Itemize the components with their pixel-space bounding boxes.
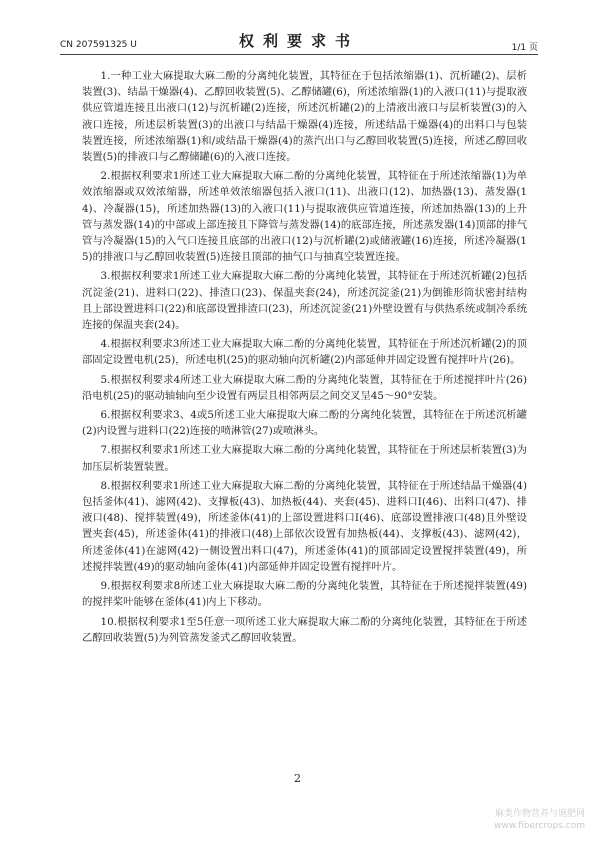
claim-9: 9.根据权利要求8所述工业大麻提取大麻二酚的分离纯化装置，其特征在于所述搅拌装置(49)的搅拌桨叶能够在釜体(41)内上下移动。	[82, 580, 527, 609]
watermark-site-name: 麻类作物营养与施肥网	[494, 809, 585, 819]
watermark-url: www.fibercrops.com	[494, 821, 585, 831]
page-number: 2	[294, 772, 301, 785]
claim-8: 8.根据权利要求1所述工业大麻提取大麻二酚的分离纯化装置，其特征在于所述结晶干燥器(4)包括釜体(41)、滤网(42)、支撑板(43)、加热板(44)、夹套(45)、进料口Ⅰ(46)、出料口(47)、排液口(48)、搅拌装置(49)，所述釜体(41)的上部设置进料口Ⅰ(46)、底部设置排液口(48)且外壁设置夹套(45)，所述釜体(41)的排液口(48)上部依次设置有加热板(44)、支撑板(43)、滤网(42)，所述釜体(41)在滤网(42)一侧设置出料口(47)，所述釜体(41)的顶部固定设置搅拌装置(49)，所述搅拌装置(49)的驱动轴向釜体(41)内部延伸并固定设置有搅拌叶片。	[82, 479, 527, 573]
watermark	[494, 808, 585, 832]
claim-10: 10.根据权利要求1至5任意一项所述工业大麻提取大麻二酚的分离纯化装置，其特征在于所述乙醇回收装置(5)为列管蒸发釜式乙醇回收装置。	[82, 615, 527, 644]
claim-2: 2.根据权利要求1所述工业大麻提取大麻二酚的分离纯化装置，其特征在于所述浓缩器(1)为单效浓缩器或双效浓缩器，所述单效浓缩器包括入液口(11)、出液口(12)、加热器(13)、蒸发器(14)、冷凝器(15)，所述加热器(13)的入液口(11)与提取液供应管道连接，所述加热器(13)的上升管与蒸发器(14)的中部或上部连接且下降管与蒸发器(14)的底部连接，所述蒸发器(14)顶部的排气管与冷凝器(15)的入气口连接且底部的出液口(12)与沉析罐(2)或储液罐(16)连接，所述冷凝器(15)的排液口与乙醇回收装置(5)连接且顶部的抽气口与抽真空装置连接。	[82, 170, 527, 264]
document-header	[60, 28, 538, 55]
publication-number: CN 207591325 U	[60, 40, 137, 50]
claim-7: 7.根据权利要求1所述工业大麻提取大麻二酚的分离纯化装置，其特征在于所述层析装置(3)为加压层析装置装置。	[82, 444, 527, 473]
claim-3: 3.根据权利要求1所述工业大麻提取大麻二酚的分离纯化装置，其特征在于所述沉析罐(2)包括沉淀釜(21)、进料口(22)、排渣口(23)、保温夹套(24)，所述沉淀釜(21)为倒锥形筒状密封结构且上部设置进料口(22)和底部设置排渣口(23)，所述沉淀釜(21)外壁设置有与供热系统或制冷系统连接的保温夹套(24)。	[82, 270, 527, 332]
claim-1: 1.一种工业大麻提取大麻二酚的分离纯化装置，其特征在于包括浓缩器(1)、沉析罐(2)、层析装置(3)、结晶干燥器(4)、乙醇回收装置(5)、乙醇储罐(6)，所述浓缩器(1)的入液口(11)与提取液供应管道连接且出液口(12)与沉析罐(2)连接，所述沉析罐(2)的上清液出液口与层析装置(3)的入液口连接，所述层析装置(3)的出液口与结晶干燥器(4)连接，所述结晶干燥器(4)的出料口与包装装置连接，所述浓缩器(1)和/或结晶干燥器(4)的蒸汽出口与乙醇回收装置(5)连接，所述乙醇回收装置(5)的排液口与乙醇储罐(6)的入液口连接。	[82, 70, 527, 164]
claim-4: 4.根据权利要求3所述工业大麻提取大麻二酚的分离纯化装置，其特征在于所述沉析罐(2)的顶部固定设置电机(25)，所述电机(25)的驱动轴向沉析罐(2)内部延伸并固定设置有搅拌叶片(26)。	[82, 338, 527, 367]
claims-body	[82, 68, 527, 649]
page-count: 1/1 页	[511, 43, 538, 53]
claim-6: 6.根据权利要求3、4或5所述工业大麻提取大麻二酚的分离纯化装置，其特征在于所述沉析罐(2)内设置与进料口(22)连接的喷淋管(27)或喷淋头。	[82, 409, 527, 438]
page-title: 权利要求书	[238, 32, 359, 50]
claim-5: 5.根据权利要求4所述工业大麻提取大麻二酚的分离纯化装置，其特征在于所述搅拌叶片(26)沿电机(25)的驱动轴轴向至少设置有两层且相邻两层之间交叉呈45～90°安装。	[82, 373, 527, 402]
